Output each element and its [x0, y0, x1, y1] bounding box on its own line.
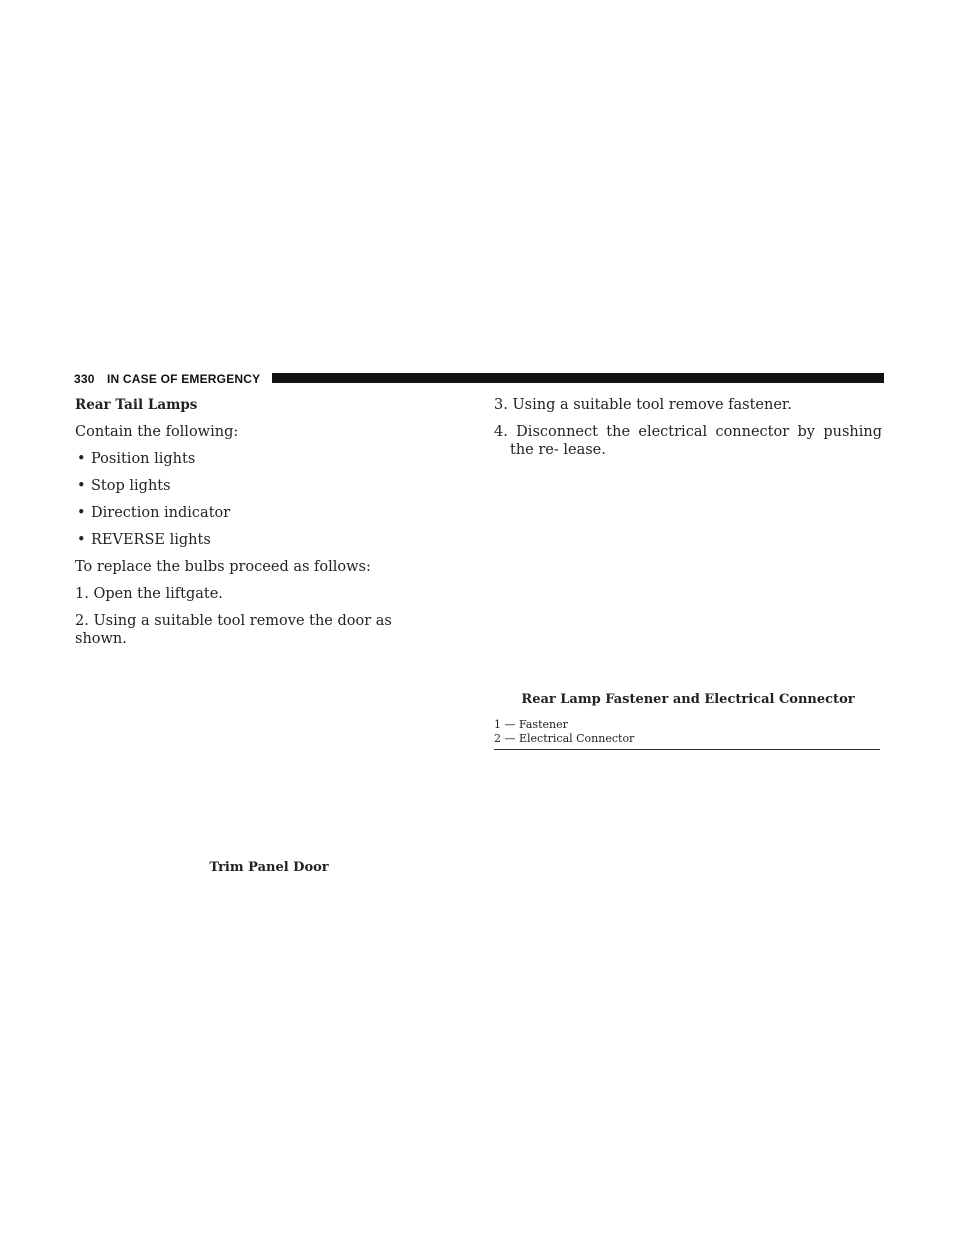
right-column — [494, 396, 882, 468]
legend-item-fastener: 1 — Fastener — [494, 718, 568, 731]
step-1: 1. Open the liftgate. — [75, 586, 223, 602]
figure-caption-trim-panel: Trim Panel Door — [209, 860, 329, 875]
step-4: 4. Disconnect the electrical connector by pushing the re- lease. — [494, 424, 882, 458]
bullet-icon: • — [77, 478, 86, 494]
bullet-icon: • — [77, 451, 86, 467]
procedure-intro: To replace the bulbs proceed as follows: — [75, 559, 371, 575]
list-item: • REVERSE lights — [77, 532, 211, 548]
step-2: 2. Using a suitable tool remove the door as shown. — [75, 613, 392, 647]
legend-item-connector: 2 — Electrical Connector — [494, 732, 635, 745]
page-number: 330 — [74, 372, 95, 386]
page-header — [74, 371, 884, 387]
figure-caption-fastener: Rear Lamp Fastener and Electrical Connector — [521, 692, 855, 707]
list-item: • Stop lights — [77, 478, 171, 494]
list-item: • Direction indicator — [77, 505, 231, 521]
bullet-icon: • — [77, 532, 86, 548]
left-column — [75, 396, 435, 657]
intro-text: Contain the following: — [75, 424, 239, 440]
lamp-list — [75, 450, 435, 549]
list-item: • Position lights — [77, 451, 196, 467]
bullet-icon: • — [77, 505, 86, 521]
step-3: 3. Using a suitable tool remove fastener. — [494, 397, 792, 413]
section-title: IN CASE OF EMERGENCY — [107, 372, 261, 386]
header-rule — [272, 373, 884, 383]
section-heading: Rear Tail Lamps — [75, 397, 198, 413]
figure-legend — [494, 718, 880, 750]
